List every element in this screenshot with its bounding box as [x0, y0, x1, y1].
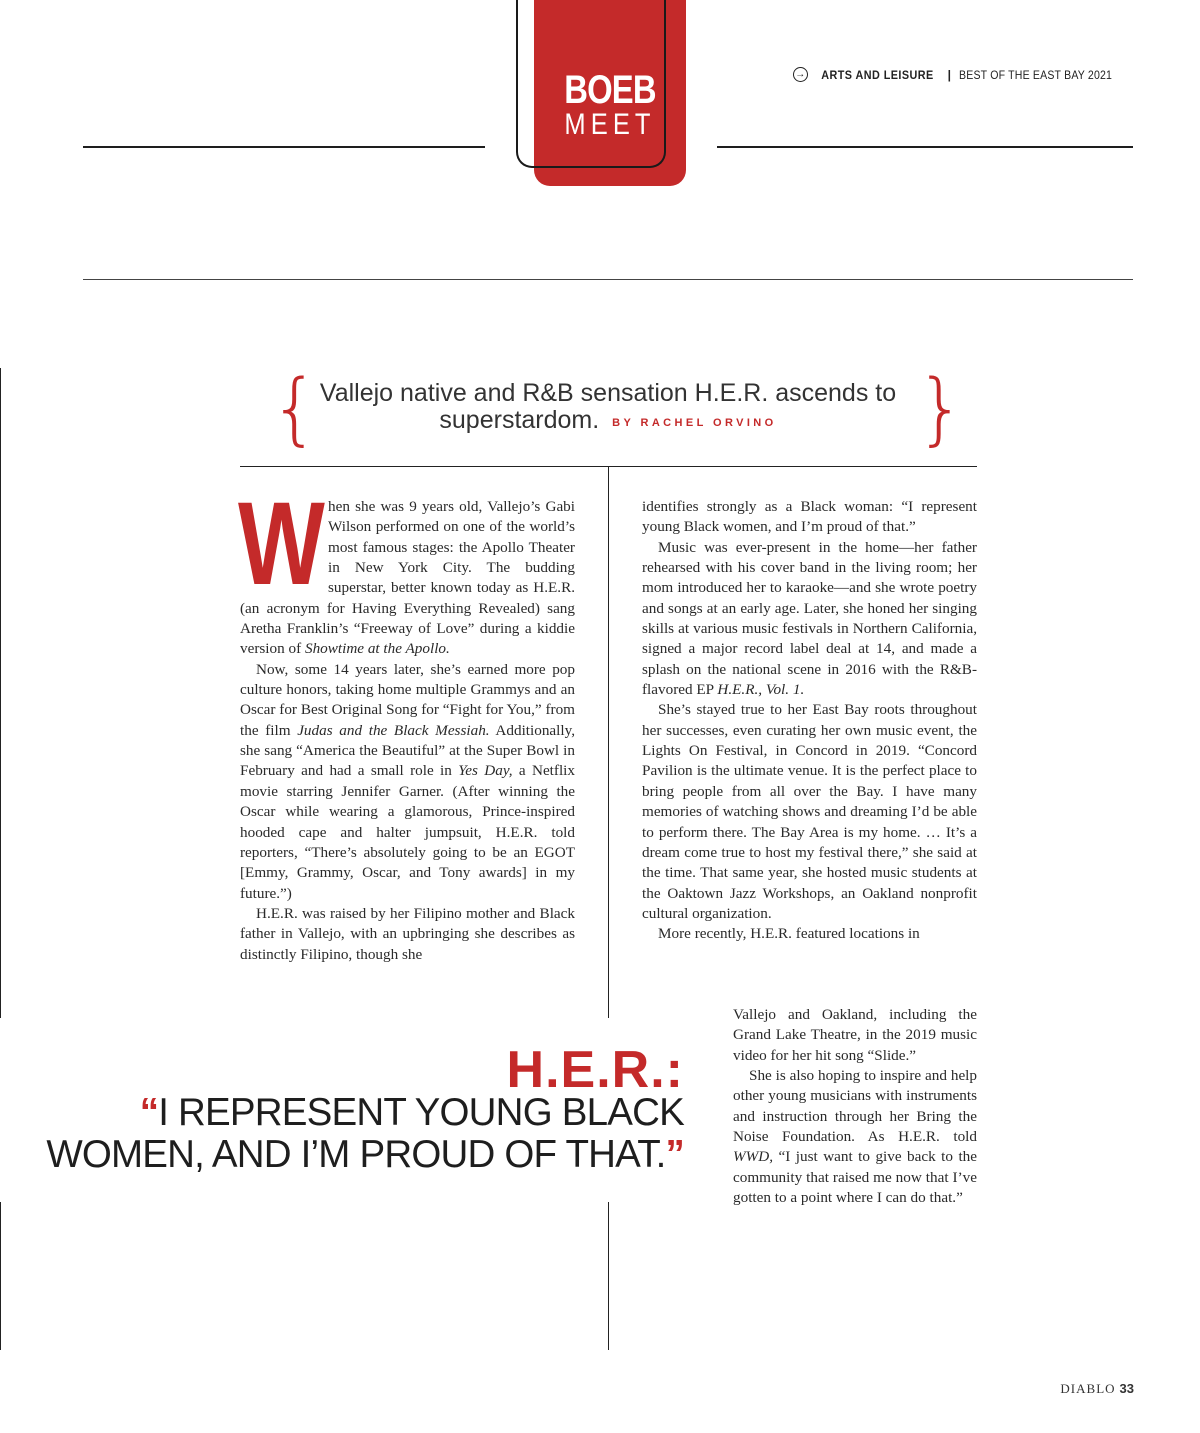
paragraph-3-continued: identifies strongly as a Black woman: “I represent young Black women, and I’m proud of that.”	[642, 498, 977, 536]
section-separator: |	[947, 67, 952, 82]
paragraph-3: H.E.R. was raised by her Filipino mother and Black father in Vallejo, with an upbringing she describes as distinctly Filipino, though she	[240, 904, 575, 963]
badge-subtitle: MEET	[564, 108, 656, 141]
paragraph-6-lead: More recently, H.E.R. featured locations in	[658, 925, 920, 943]
paragraph-1: When she was 9 years old, Vallejo’s Gabi Wilson performed on one of the world’s most famous stages: the Apollo Theater in New York City. The budding superstar, better known today as H.E.R. (an acronym for Having Everything Revealed) sang Aretha Franklin’s “Freeway of Love” during a kiddie version of Showtime at the Apollo.	[238, 478, 575, 658]
page-edge-mark-bottom	[0, 1202, 1, 1350]
paragraph-7: She is also hoping to inspire and help other young musicians with instruments and instruction through her Bring the Noise Foundation. As H.E.R. told WWD, “I just want to give back to the community that raised me now that I’ve gotten to a point where I can do that.”	[733, 1067, 977, 1207]
badge-title: BOEB	[564, 68, 656, 112]
pull-quote-text: I REPRESENT YOUNG BLACK WOMEN, AND I’M PROUD OF THAT.	[46, 1091, 684, 1176]
circle-arrow-right-icon: →	[793, 67, 808, 82]
article-deck	[300, 380, 916, 437]
pull-quote-open-mark: “	[139, 1091, 159, 1134]
deck-brace-open: {	[270, 364, 320, 454]
article-column-2-narrow	[733, 1005, 977, 1208]
deck-text: Vallejo native and R&B sensation H.E.R. ascends to superstardom.	[319, 379, 897, 434]
column-divider-bottom	[608, 1202, 609, 1350]
boeb-meet-badge	[516, 0, 688, 188]
paragraph-5: She’s stayed true to her East Bay roots throughout her successes, even curating her own music event, the Lights On Festival, in Concord in 2019. “Concord Pavilion is the ultimate venue. It is the perfect place to bring people from all over the Bay. I have many memories of watching shows and dreaming I’d be able to perform there. The Bay Area is my home. … It’s a dream come true to host my festival there,” she said at the time. That same year, she hosted music students at the Oaktown Jazz Workshops, an Oakland nonprofit cultural organization.	[642, 701, 977, 922]
issue-name: BEST OF THE EAST BAY 2021	[959, 67, 1113, 82]
header-divider	[83, 279, 1133, 280]
page-folio	[1060, 1381, 1134, 1397]
paragraph-6-rest: Vallejo and Oakland, including the Grand Lake Theatre, in the 2019 music video for her hit song “Slide.”	[733, 1006, 977, 1064]
pull-quote	[44, 1092, 684, 1176]
pull-quote-speaker: H.E.R.:	[506, 1041, 684, 1099]
deck-brace-close: }	[916, 364, 966, 454]
section-tag	[793, 67, 1133, 82]
article-column-1	[238, 478, 575, 965]
byline: BY RACHEL ORVINO	[612, 417, 777, 429]
publication-name: DIABLO	[1060, 1381, 1116, 1396]
section-name: ARTS AND LEISURE	[821, 67, 934, 82]
column-divider-top	[608, 466, 609, 1018]
page-number: 33	[1119, 1381, 1134, 1396]
header-rule-right	[717, 146, 1133, 148]
page-edge-mark-top	[0, 368, 1, 1018]
drop-cap: W	[238, 478, 325, 610]
pull-quote-close-mark: ”	[665, 1133, 684, 1176]
article-column-2	[642, 497, 977, 945]
header-rule-left	[83, 146, 485, 148]
paragraph-4: Music was ever-present in the home—her father rehearsed with his cover band in the living room; her mom introduced her to karaoke—and she wrote poetry and songs at an early age. Later, she honed her singing skills at various music festivals in Northern California, signed a major record label deal at 14, and made a splash on the national scene in 2016 with the R&B-flavored EP H.E.R., Vol. 1.	[642, 538, 977, 699]
paragraph-2: Now, some 14 years later, she’s earned more pop culture honors, taking home multiple Grammys and an Oscar for Best Original Song for “Fight for You,” from the film Judas and the Black Messiah. Additionally, she sang “America the Beautiful” at the Super Bowl in February and had a small role in Yes Day, a Netflix movie starring Jennifer Garner. (After winning the Oscar while wearing a glamorous, Prince-inspired hooded cape and halter jumpsuit, H.E.R. told reporters, “There’s absolutely going to be an EGOT [Emmy, Grammy, Oscar, and Tony awards] in my future.”)	[240, 660, 575, 902]
